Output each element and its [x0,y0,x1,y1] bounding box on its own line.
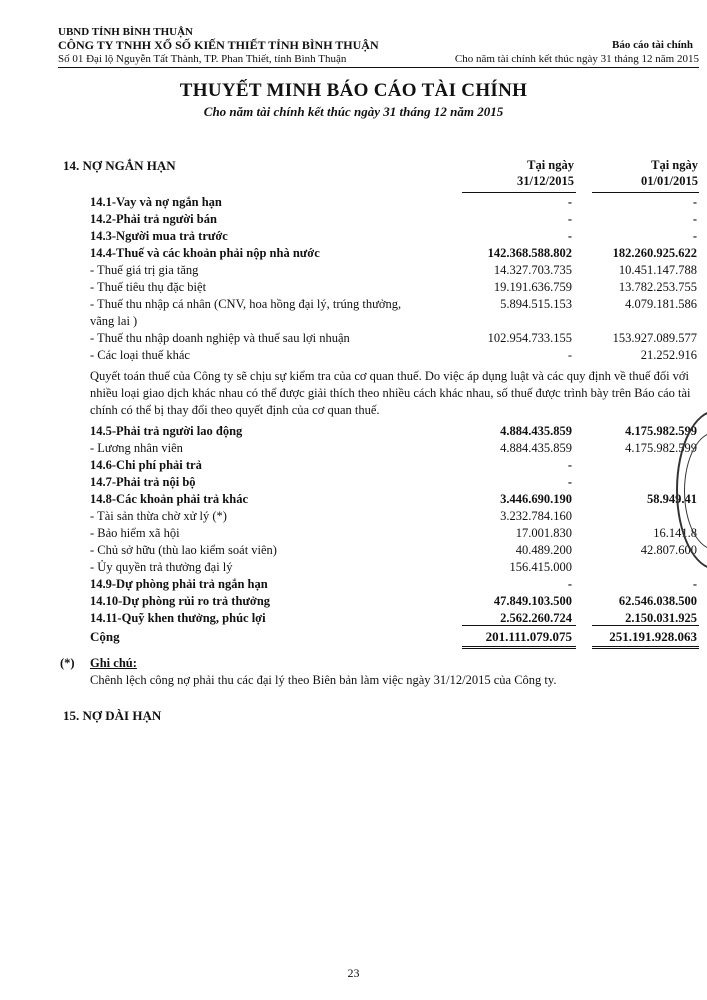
row-value-2014: 153.927.089.577 [612,331,697,345]
tax-note-paragraph: Quyết toán thuế của Công ty sẽ chịu sự kiểm tra của cơ quan thuế. Do việc áp dụng luật và các quy định về thuế đối với nhiều loại giao dịch khác nhau có thể được giải thích theo nhiều cách khác nhau, số thuế được trình bày trên Báo cáo tài chính có thể bị thay đổi theo quyết định của cơ quan thuế. [90,369,691,417]
row-label: 14.6-Chi phí phải trả [90,458,202,472]
row-value-2014: 4.175.982.599 [625,424,697,438]
table-row-continuation [90,313,700,330]
row-value-2015: 3.232.784.160 [500,509,572,523]
row-label: - Bảo hiểm xã hội [90,526,180,540]
row-value-2015: 5.894.515.153 [500,297,572,311]
table-row [90,440,700,457]
total-double-rule-col2 [592,648,699,649]
note-title: Ghi chú: [90,656,137,670]
row-label: 14.4-Thuế và các khoản phải nộp nhà nước [90,246,320,260]
table-row [90,279,700,296]
row-value-2014: 182.260.925.622 [612,246,697,260]
row-value-2015: - [567,229,572,243]
row-label: - Thuế tiêu thụ đặc biệt [90,280,207,294]
note-text: Chênh lệch công nợ phải thu các đại lý theo Biên bản làm việc ngày 31/12/2015 của Công ty. [90,673,557,687]
row-value-2015: 14.327.703.735 [493,263,572,277]
row-value-2015: - [567,458,572,472]
row-label: - Chủ sở hữu (thù lao kiểm soát viên) [90,543,277,557]
row-label: - Thuế giá trị gia tăng [90,263,199,277]
header-rule [58,67,699,68]
report-type: Báo cáo tài chính [612,39,693,51]
row-label: - Thuế thu nhập doanh nghiệp và thuế sau lợi nhuận [90,331,350,345]
table-row [90,576,700,593]
org-line-2: CÔNG TY TNHH XỔ SỐ KIẾN THIẾT TỈNH BÌNH THUẬN [58,38,379,52]
total-label: Cộng [90,629,120,644]
total-bottom-rule-col1 [462,646,576,647]
table-row [90,262,700,279]
table-row [90,508,700,525]
total-value-2015: 201.111.079.075 [485,629,572,644]
page-title: THUYẾT MINH BÁO CÁO TÀI CHÍNH [179,80,528,101]
row-value-2015: - [567,348,572,362]
row-value-2015: 156.415.000 [509,560,572,574]
table-row [90,330,700,347]
row-label: 14.2-Phải trả người bán [90,212,217,226]
total-top-rule-col2 [592,625,699,626]
row-value-2014: 58.949.41 [647,492,697,506]
row-value-2014: 4.079.181.586 [625,297,697,311]
row-value-2014: - [692,195,697,209]
row-value-2014: 62.546.038.500 [618,594,697,608]
table-row [90,525,700,542]
total-double-rule-col1 [462,648,576,649]
section-15-heading: 15. NỢ DÀI HẠN [63,708,162,723]
table-row [90,228,700,245]
section-14-heading: 14. NỢ NGẮN HẠN [63,158,176,173]
row-label: 14.5-Phải trả người lao động [90,424,243,438]
row-value-2015: - [567,475,572,489]
row-label: 14.8-Các khoản phải trả khác [90,492,249,506]
row-value-2015: 47.849.103.500 [493,594,572,608]
col2-header-line2: 01/01/2015 [641,174,698,188]
row-value-2014: 21.252.916 [640,348,697,362]
row-label: 14.10-Dự phòng rủi ro trả thưởng [90,594,271,608]
row-label: - Tài sản thừa chờ xử lý (*) [90,509,227,523]
page-number: 23 [347,966,360,980]
org-line-1: UBND TỈNH BÌNH THUẬN [58,26,193,38]
col1-header-line2: 31/12/2015 [517,174,574,188]
row-value-2015: 40.489.200 [515,543,572,557]
row-label: 14.7-Phải trả nội bộ [90,475,196,489]
row-value-2015: 2.562.260.724 [500,611,572,625]
row-value-2015: 19.191.636.759 [493,280,572,294]
row-value-2015: - [567,195,572,209]
row-label: 14.3-Người mua trả trước [90,229,228,243]
table-row [90,347,700,364]
table-row [90,245,700,262]
total-value-2014: 251.191.928.063 [609,629,697,644]
total-row [90,628,700,645]
row-value-2014: 42.807.600 [640,543,697,557]
page-subtitle: Cho năm tài chính kết thúc ngày 31 tháng 12 năm 2015 [203,104,504,119]
col2-header-rule [592,192,699,193]
row-value-2015: 4.884.435.859 [500,441,572,455]
row-label: 14.9-Dự phòng phải trả ngắn hạn [90,577,268,591]
col2-header-line1: Tại ngày [651,158,698,172]
company-address: Số 01 Đại lộ Nguyễn Tất Thành, TP. Phan Thiết, tỉnh Bình Thuận [58,53,347,65]
table-row [90,491,700,508]
row-label: - Thuế thu nhập cá nhân (CNV, hoa hồng đại lý, trúng thưởng, [90,297,402,311]
table-row [90,457,700,474]
row-label-continued: vãng lai ) [90,314,138,328]
row-value-2014: 10.451.147.788 [618,263,697,277]
table-row [90,423,700,440]
table-row [90,542,700,559]
col1-header-rule [462,192,576,193]
report-period: Cho năm tài chính kết thúc ngày 31 tháng 12 năm 2015 [454,53,699,65]
row-value-2015: 102.954.733.155 [487,331,572,345]
row-value-2015: - [567,212,572,226]
row-value-2014: 16.141.8 [653,526,697,540]
table-row [90,194,700,211]
row-label: - Ủy quyền trả thưởng đại lý [90,560,233,574]
row-value-2014: - [692,229,697,243]
table-row [90,296,700,313]
table-row [90,211,700,228]
row-value-2015: - [567,577,572,591]
row-value-2014: 13.782.253.755 [618,280,697,294]
row-label: - Lương nhân viên [90,441,183,455]
table-row [90,474,700,491]
row-label: - Các loại thuế khác [90,348,190,362]
table-row [90,593,700,610]
total-bottom-rule-col2 [592,646,699,647]
row-value-2014: - [692,212,697,226]
table-row [90,559,700,576]
row-value-2014: 4.175.982.599 [625,441,697,455]
row-value-2015: 3.446.690.190 [500,492,572,506]
row-value-2015: 17.001.830 [515,526,572,540]
row-value-2014: - [692,577,697,591]
col1-header-line1: Tại ngày [527,158,574,172]
row-value-2015: 4.884.435.859 [500,424,572,438]
row-value-2015: 142.368.588.802 [487,246,572,260]
row-label: 14.11-Quỹ khen thưởng, phúc lợi [90,611,266,625]
row-value-2014: 2.150.031.925 [625,611,697,625]
row-label: 14.1-Vay và nợ ngắn hạn [90,195,222,209]
note-mark: (*) [60,656,75,670]
total-top-rule-col1 [462,625,576,626]
